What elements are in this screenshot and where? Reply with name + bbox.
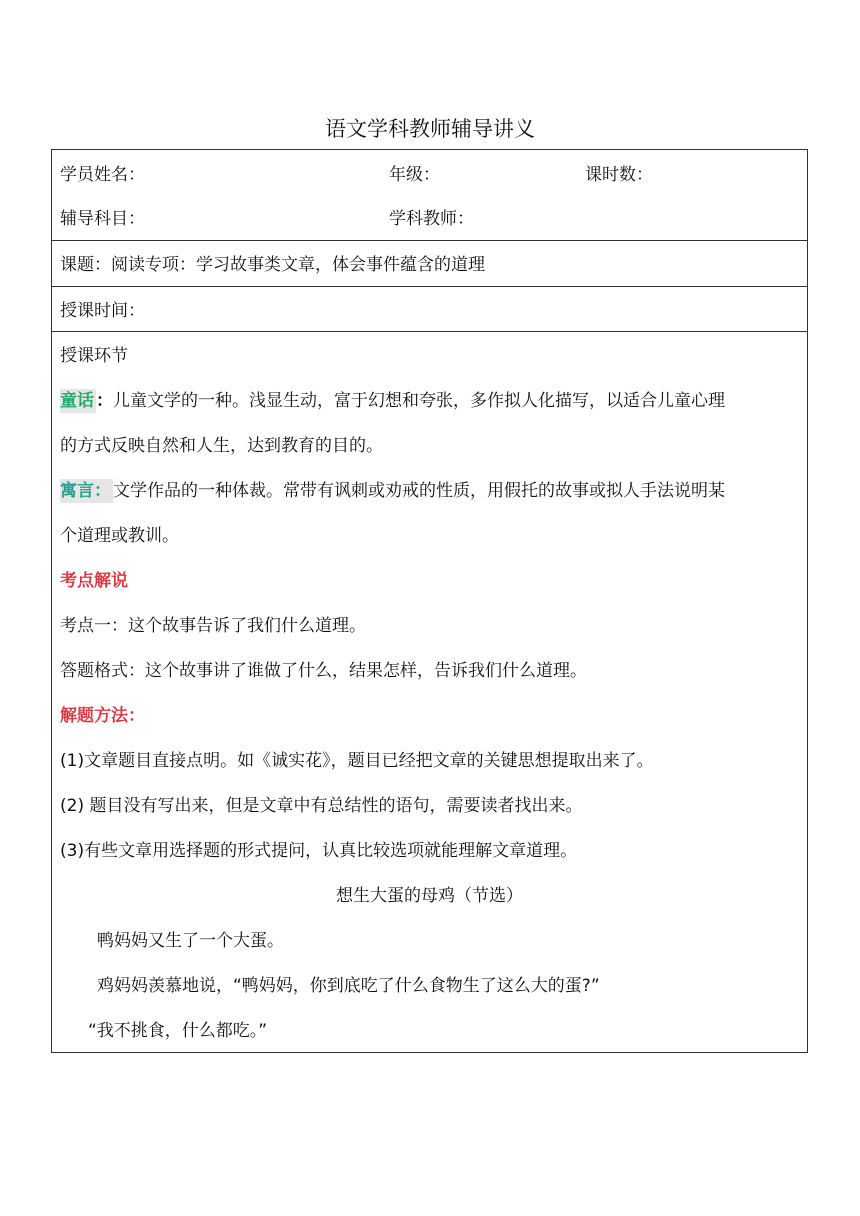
fairy-tale-tag: 童话 (60, 391, 94, 411)
page-title: 语文学科教师辅导讲义 (325, 117, 535, 141)
answer-format: 答题格式：这个故事讲了谁做了什么，结果怎样，告诉我们什么道理。 (60, 661, 587, 681)
section-title: 授课环节 (60, 346, 128, 366)
fable-tag: 寓言： (60, 481, 111, 501)
story-title: 想生大蛋的母鸡（节选） (336, 886, 523, 906)
subject-label: 辅导科目： (60, 209, 145, 229)
fairy-tale-definition (60, 389, 725, 413)
lesson-content (52, 332, 807, 1052)
grade-label: 年级： (389, 165, 440, 185)
method-item: (1)文章题目直接点明。如《诚实花》，题目已经把文章的关键思想提取出来了。 (60, 751, 654, 771)
method-heading: 解题方法： (60, 706, 145, 726)
student-info-row (52, 150, 807, 241)
lesson-time-row (52, 287, 807, 332)
topic-row (52, 241, 807, 287)
lesson-time-label: 授课时间： (60, 301, 145, 321)
method-item: (2) 题目没有写出来，但是文章中有总结性的语句，需要读者找出来。 (60, 796, 583, 816)
teacher-label: 学科教师： (389, 209, 474, 229)
story-paragraph: 鸡妈妈羡慕地说，“鸭妈妈，你到底吃了什么食物生了这么大的蛋?” (97, 976, 600, 996)
lecture-table (51, 149, 808, 1053)
fairy-tale-text-line2: 的方式反映自然和人生，达到教育的目的。 (60, 436, 383, 456)
student-name-label: 学员姓名： (60, 165, 145, 185)
method-item: (3)有些文章用选择题的形式提问，认真比较选项就能理解文章道理。 (60, 841, 578, 861)
story-paragraph: 鸭妈妈又生了一个大蛋。 (97, 931, 284, 951)
class-hours-label: 课时数： (585, 165, 653, 185)
fable-definition (60, 479, 725, 503)
exam-point-one: 考点一：这个故事告诉了我们什么道理。 (60, 616, 366, 636)
fairy-tale-colon: ： (96, 391, 113, 411)
fairy-tale-text-line1: 儿童文学的一种。浅显生动，富于幻想和夸张，多作拟人化描写，以适合儿童心理 (113, 391, 725, 411)
fable-text-line2: 个道理或教训。 (60, 526, 179, 546)
exam-points-heading: 考点解说 (60, 571, 128, 591)
topic-text: 课题：阅读专项：学习故事类文章，体会事件蕴含的道理 (60, 255, 485, 275)
story-paragraph: “我不挑食，什么都吃。” (88, 1021, 268, 1041)
fable-text-line1: 文学作品的一种体裁。常带有讽刺或劝戒的性质，用假托的故事或拟人手法说明某 (113, 481, 725, 501)
